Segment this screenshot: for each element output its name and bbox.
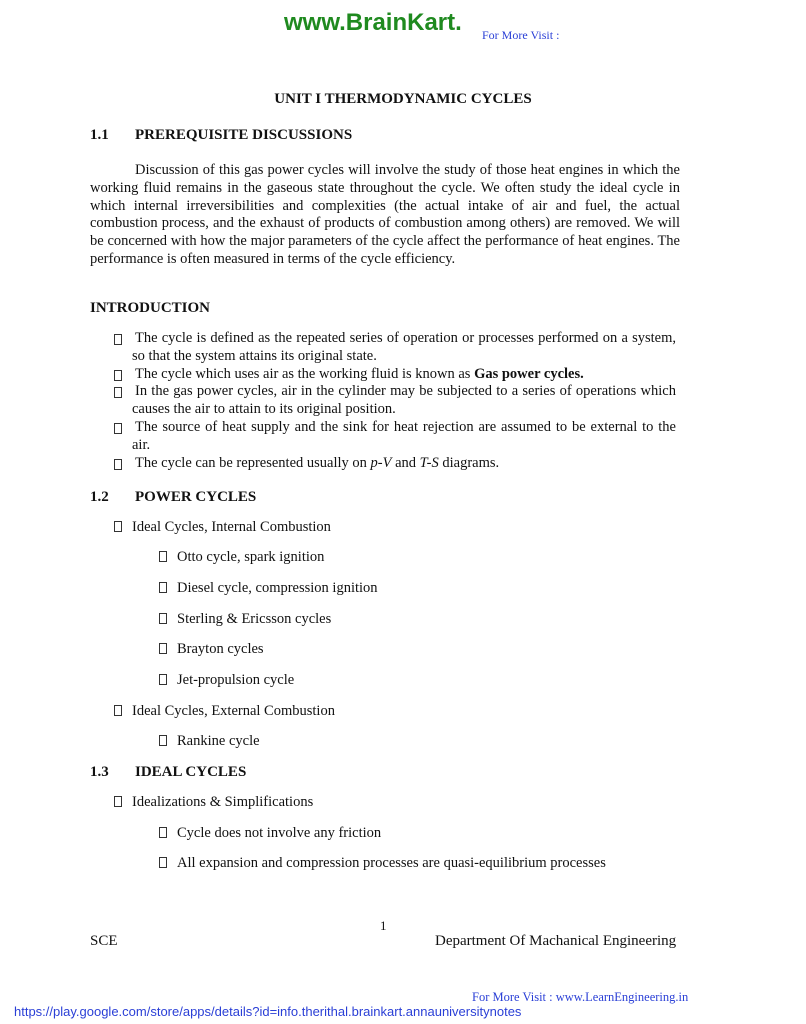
- bullet-icon: [159, 735, 167, 746]
- paragraph-text: Discussion of this gas power cycles will involve the study of those heat engines in which the working fluid remains in the gaseous state throughout the cycle. We often study the ideal cycle in which internal irreversibilities and complexities (the actual intake of air and fuel, the actual combustion process, and the exhaust of products of combustion among others) are removed. We will be concerned with how the major parameters of the cycle affect the performance of heat engines. The performance is often measured in terms of the cycle efficiency.: [90, 162, 680, 267]
- bullet-icon: [114, 423, 122, 434]
- section-title-power-cycles: POWER CYCLES: [135, 489, 257, 505]
- section-number-1-1: 1.1: [90, 127, 109, 143]
- introduction-list: [114, 330, 676, 472]
- document-title: UNIT I THERMODYNAMIC CYCLES: [274, 91, 532, 107]
- section-number-1-2: 1.2: [90, 489, 109, 505]
- bullet-icon: [114, 334, 122, 345]
- bullet-icon: [159, 857, 167, 868]
- list-item: Ideal Cycles, Internal Combustion: [114, 519, 331, 536]
- list-item: The cycle is defined as the repeated series of operation or processes performed on a system, so that the system attains its original state.: [114, 330, 676, 366]
- brainkart-logo[interactable]: www.BrainKart.: [284, 9, 462, 36]
- list-item: The source of heat supply and the sink for heat rejection are assumed to be external to the air.: [114, 419, 676, 455]
- footer-institution: SCE: [90, 933, 118, 949]
- section-title-prerequisite: PREREQUISITE DISCUSSIONS: [135, 127, 353, 143]
- list-item: Otto cycle, spark ignition: [159, 549, 324, 566]
- bullet-icon: [159, 827, 167, 838]
- bullet-icon: [159, 674, 167, 685]
- section-number-1-3: 1.3: [90, 764, 109, 780]
- list-item: Diesel cycle, compression ignition: [159, 580, 378, 597]
- bullet-icon: [159, 613, 167, 624]
- bullet-icon: [114, 370, 122, 381]
- list-item: The cycle which uses air as the working fluid is known as Gas power cycles.: [114, 366, 676, 384]
- list-item: Rankine cycle: [159, 733, 260, 750]
- page-number: 1: [380, 918, 387, 933]
- bullet-icon: [114, 521, 122, 532]
- bullet-icon: [159, 643, 167, 654]
- bullet-icon: [114, 387, 122, 398]
- introduction-heading: INTRODUCTION: [90, 300, 211, 316]
- list-item: Jet-propulsion cycle: [159, 672, 294, 689]
- intro-paragraph: [90, 162, 680, 269]
- list-item: Sterling & Ericsson cycles: [159, 611, 331, 628]
- footer-visit-link[interactable]: For More Visit : www.LearnEngineering.in: [472, 990, 689, 1004]
- bullet-icon: [114, 459, 122, 470]
- list-item: Ideal Cycles, External Combustion: [114, 703, 335, 720]
- footer-department: Department Of Machanical Engineering: [435, 933, 677, 949]
- header-visit-link[interactable]: For More Visit :: [482, 28, 560, 42]
- list-item: Brayton cycles: [159, 641, 264, 658]
- list-item: The cycle can be represented usually on p-V and T-S diagrams.: [114, 455, 676, 473]
- bullet-icon: [159, 551, 167, 562]
- gas-power-cycles-term: Gas power cycles.: [474, 365, 584, 382]
- bullet-icon: [114, 705, 122, 716]
- list-item: Idealizations & Simplifications: [114, 794, 313, 811]
- list-item: Cycle does not involve any friction: [159, 825, 381, 842]
- list-item: All expansion and compression processes are quasi-equilibrium processes: [159, 855, 606, 872]
- section-title-ideal-cycles: IDEAL CYCLES: [135, 764, 247, 780]
- bullet-icon: [159, 582, 167, 593]
- footer-app-link[interactable]: https://play.google.com/store/apps/details?id=info.therithal.brainkart.annauniversitynotes: [14, 1004, 522, 1019]
- list-item: In the gas power cycles, air in the cylinder may be subjected to a series of operations which causes the air to attain to its original position.: [114, 383, 676, 419]
- bullet-icon: [114, 796, 122, 807]
